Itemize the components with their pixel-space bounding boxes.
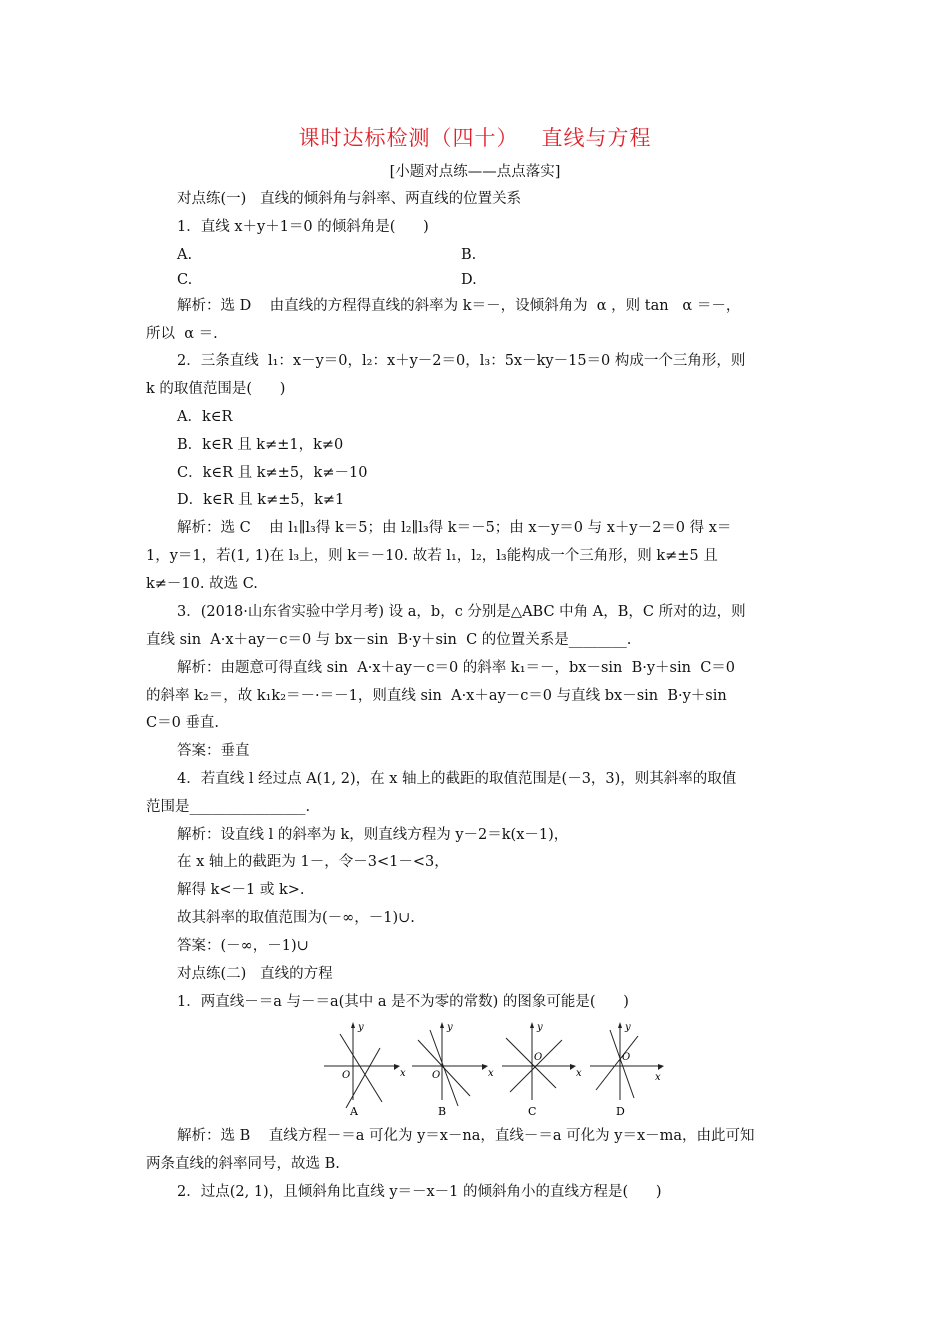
solution-line: C＝0 垂直. [146,715,220,731]
solution-line: 解析：由题意可得直线 sin A·x＋ay－c＝0 的斜率 k₁＝－，bx－sin B·y＋sin C＝0 [177,660,736,676]
solution-line: 解析：设直线 l 的斜率为 k，则直线方程为 y－2＝k(x－1)， [177,827,569,843]
solution-line: 解析：选 D 由直线的方程得直线的斜率为 k＝－，设倾斜角为 α ，则 tan α ＝－， [177,298,741,314]
question-6: 2．过点(2, 1)，且倾斜角比直线 y＝－x－1 的倾斜角小的直线方程是( ) [177,1184,662,1200]
figure-label-d: D [616,1105,625,1118]
option-a: A．k∈R [177,409,233,425]
question-2: 2．三条直线 l₁：x－y＝0，l₂：x＋y－2＝0，l₃：5x－ky－15＝0 构成一个三角形，则 [177,353,746,369]
question-1: 1．直线 x＋y＋1＝0 的倾斜角是( ) [177,219,429,235]
origin-label: O [622,1052,631,1063]
x-axis-label: x [488,1068,494,1079]
origin-label: O [432,1070,441,1081]
y-axis-label: y [447,1022,453,1033]
answer-figures [320,1018,665,1118]
question-4: 4．若直线 l 经过点 A(1, 2)，在 x 轴上的截距的取值范围是(－3，3)，则其斜率的取值 [177,771,737,787]
x-axis-label: x [655,1072,661,1083]
question-4-cont: 范围是________________. [146,799,311,815]
option-c: C．k∈R 且 k≠±5，k≠－10 [177,465,368,481]
answer-line: 答案：垂直 [177,743,250,759]
y-axis-label: y [625,1022,631,1033]
option-d: D. [461,272,477,288]
figure-label-b: B [438,1105,447,1118]
option-b: B．k∈R 且 k≠±1，k≠0 [177,437,344,453]
x-axis-label: x [400,1068,406,1079]
answer-line: 答案：(－∞，－1)∪ [177,938,309,954]
solution-line: 解得 k<－1 或 k>. [177,882,305,898]
option-a: A. [177,247,193,263]
page-title: 课时达标检测（四十） 直线与方程 [298,126,652,150]
section-heading-1: 对点练(一) 直线的倾斜角与斜率、两直线的位置关系 [177,191,522,207]
question-3: 3．(2018·山东省实验中学月考) 设 a，b，c 分别是△ABC 中角 A，B，C 所对的边，则 [177,604,746,620]
y-axis-label: y [358,1022,364,1033]
solution-line: 所以 α ＝. [146,326,218,342]
solution-line: 两条直线的斜率同号，故选 B. [146,1156,340,1172]
option-d: D．k∈R 且 k≠±5，k≠1 [177,492,345,508]
solution-line: 解析：选 B 直线方程－＝a 可化为 y＝x－na，直线－＝a 可化为 y＝x－ma，由此可知 [177,1128,755,1144]
solution-line: 1，y＝1，若(1, 1)在 l₃上，则 k＝－10. 故若 l₁，l₂，l₃能构成一个三角形，则 k≠±5 且 [146,548,718,564]
option-b: B. [461,247,477,263]
origin-label: O [534,1052,543,1063]
question-2-cont: k 的取值范围是( ) [146,381,286,397]
solution-line: 在 x 轴上的截距为 1－，令－3<1－<3， [177,854,449,870]
option-c: C. [177,272,193,288]
solution-line: 解析：选 C 由 l₁∥l₃得 k＝5；由 l₂∥l₃得 k＝－5；由 x－y＝0 与 x＋y－2＝0 得 x＝ [177,520,732,536]
graph-a [324,1022,400,1108]
graph-options-figure [320,1018,665,1118]
y-axis-label: y [537,1022,543,1033]
section-heading-2: 对点练(二) 直线的方程 [177,966,333,982]
question-5: 1．两直线－＝a 与－＝a(其中 a 是不为零的常数) 的图象可能是( ) [177,994,629,1010]
figure-label-a: A [350,1105,358,1118]
solution-line: 的斜率 k₂＝，故 k₁k₂＝－·＝－1，则直线 sin A·x＋ay－c＝0 与直线 bx－sin B·y＋sin [146,688,727,704]
solution-line: 故其斜率的取值范围为(－∞，－1)∪. [177,910,415,926]
page-subtitle: [小题对点练——点点落实] [389,164,561,180]
figure-label-c: C [528,1105,537,1118]
graph-b [412,1022,488,1106]
origin-label: O [342,1070,351,1081]
x-axis-label: x [576,1068,582,1079]
solution-line: k≠－10. 故选 C. [146,576,258,592]
question-3-cont: 直线 sin A·x＋ay－c＝0 与 bx－sin B·y＋sin C 的位置关系是________. [146,632,632,648]
